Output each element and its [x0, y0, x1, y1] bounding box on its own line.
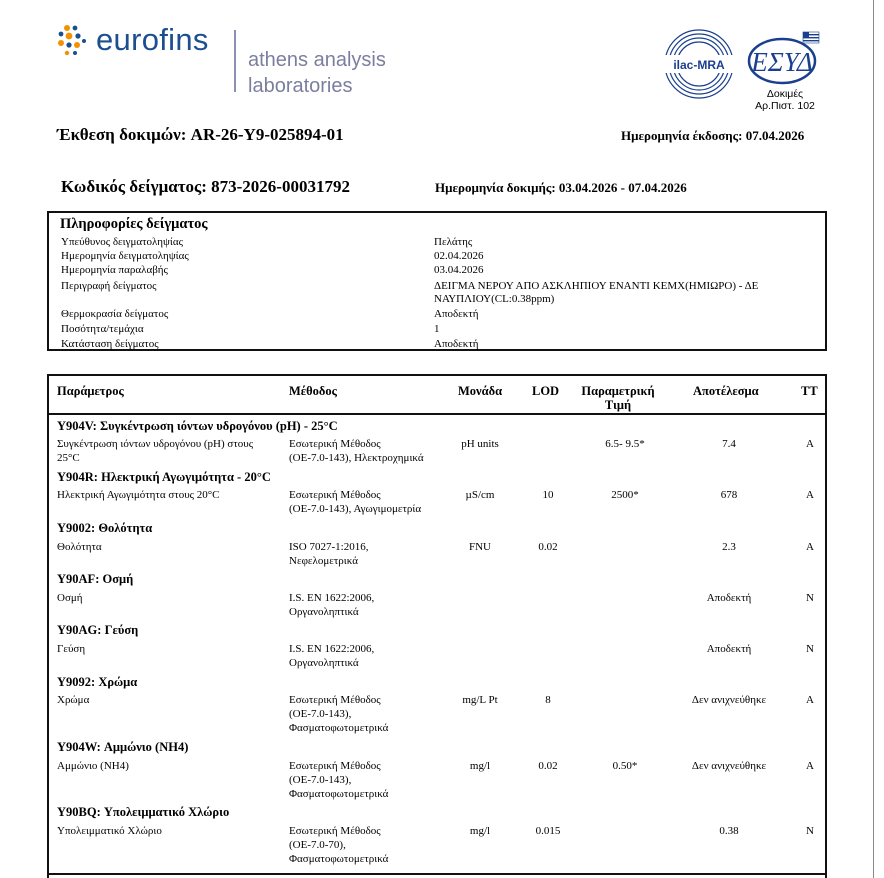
section-title-taste: Y90AG: Γεύση: [57, 623, 139, 637]
company-logo-text: eurofins: [96, 22, 209, 57]
section-title-turbidity: Y9002: Θολότητα: [57, 521, 153, 535]
row-unit-ph: pH units: [461, 438, 499, 450]
row-name-line: Υπολειμματικό Χλώριο: [57, 825, 162, 837]
row-method-conductivity: [289, 488, 449, 516]
info-value-sampling-date: 02.04.2026: [434, 250, 484, 262]
row-unit-conductivity: µS/cm: [465, 489, 495, 501]
sample-info-title: Πληροφορίες δείγματος: [60, 216, 208, 232]
report-number: Έκθεση δοκιμών: AR-26-Y9-025894-01: [57, 125, 344, 144]
row-lod-conductivity: 10: [542, 489, 554, 501]
col-header-method: Μέθοδος: [289, 384, 337, 398]
info-value-description-cont: ΝΑΥΠΛΙΟΥ(CL:0.38ppm): [434, 293, 555, 305]
row-name-line: Ηλεκτρική Αγωγιμότητα στους 20°C: [57, 489, 220, 501]
row-result-odor: Αποδεκτή: [706, 592, 752, 604]
row-unit-color: mg/L Pt: [462, 694, 498, 706]
row-method-line: Εσωτερική Μέθοδος: [289, 438, 381, 450]
row-tt-chlorine: N: [806, 825, 814, 837]
row-tt-ammonium: A: [806, 760, 814, 772]
row-name-line: Χρώμα: [57, 694, 90, 706]
info-value-sampler: Πελάτης: [434, 236, 473, 248]
row-name-line: Θολότητα: [57, 541, 102, 553]
row-method-odor: [289, 591, 449, 619]
col-header-parametric-value-line1: Παραμετρική: [581, 384, 655, 398]
row-name-color: [57, 693, 282, 707]
row-result-taste: Αποδεκτή: [706, 643, 752, 655]
section-title-chlorine: Y90BQ: Υπολειμματικό Χλώριο: [57, 805, 230, 819]
row-result-color: Δεν ανιχνεύθηκε: [691, 694, 767, 706]
row-method-line: Εσωτερική Μέθοδος: [289, 694, 381, 706]
row-tt-conductivity: A: [806, 489, 814, 501]
esyd-seal-icon: [746, 30, 822, 85]
section-title-ammonium: Y904W: Αμμώνιο (NH4): [57, 740, 189, 754]
row-lod-chlorine: 0.015: [535, 825, 561, 837]
section-title-color: Y9092: Χρώμα: [57, 675, 138, 689]
col-header-unit: Μονάδα: [458, 384, 503, 398]
row-method-line: Εσωτερική Μέθοδος: [289, 760, 381, 772]
info-value-receipt-date: 03.04.2026: [434, 264, 484, 276]
row-name-line: Γεύση: [57, 643, 86, 655]
ilac-mra-seal-icon: [659, 28, 739, 100]
row-method-ph: [289, 437, 449, 465]
row-method-line: I.S. EN 1622:2006,: [289, 592, 375, 604]
row-tt-taste: N: [806, 643, 814, 655]
test-date: Ημερομηνία δοκιμής: 03.04.2026 - 07.04.2026: [435, 180, 687, 195]
accreditation-number: Αρ.Πιστ. 102: [755, 100, 815, 112]
info-label-quantity: Ποσότητα/τεμάχια: [61, 323, 144, 335]
row-method-line: Εσωτερική Μέθοδος: [289, 489, 381, 501]
sample-code: Κωδικός δείγματος: 873-2026-00031792: [61, 177, 350, 196]
row-method-turbidity: [289, 540, 449, 568]
row-name-chlorine: [57, 824, 282, 838]
row-tt-color: A: [806, 694, 814, 706]
row-unit-turbidity: FNU: [468, 541, 491, 553]
row-method-line: (ΟΕ-7.0-143),: [289, 708, 352, 720]
lab-name: [248, 47, 386, 99]
row-lod-ammonium: 0.02: [538, 760, 558, 772]
results-bottom-edge: [47, 873, 827, 875]
row-lod-turbidity: 0.02: [538, 541, 558, 553]
row-name-line: Συγκέντρωση ιόντων υδρογόνου (pH) στους: [57, 438, 254, 450]
col-header-parameter: Παράμετρος: [57, 384, 124, 398]
row-method-taste: [289, 642, 449, 670]
row-name-line: 25°C: [57, 452, 80, 464]
row-parametric-conductivity: 2500*: [611, 489, 639, 501]
info-label-condition: Κατάσταση δείγματος: [61, 338, 159, 350]
row-method-line: (ΟΕ-7.0-143), Αγωγιμομετρία: [289, 503, 422, 515]
section-title-ph: Y904V: Συγκέντρωση ιόντων υδρογόνου (pH) - 25°C: [57, 419, 338, 433]
col-header-parametric-value: [574, 384, 662, 412]
svg-text:ilac-MRA: ilac-MRA: [673, 58, 725, 72]
row-parametric-ammonium: 0.50*: [612, 760, 638, 772]
row-method-color: [289, 693, 449, 735]
row-name-conductivity: [57, 488, 282, 502]
row-method-line: ISO 7027-1:2016,: [289, 541, 369, 553]
section-title-conductivity: Y904R: Ηλεκτρική Αγωγιμότητα - 20°C: [57, 470, 271, 484]
row-method-line: Φασματοφωτομετρικά: [289, 722, 389, 734]
accreditation-note: [744, 88, 826, 112]
info-value-quantity: 1: [434, 323, 440, 335]
row-method-chlorine: [289, 824, 449, 866]
row-unit-ammonium: mg/l: [469, 760, 491, 772]
page-edge-shadow: [873, 0, 874, 878]
row-method-line: Φασματοφωτομετρικά: [289, 853, 389, 865]
row-method-line: Οργανοληπτικά: [289, 657, 359, 669]
row-result-ph: 7.4: [722, 438, 736, 450]
info-label-sampler: Υπεύθυνος δειγματοληψίας: [61, 236, 184, 248]
col-header-result: Αποτέλεσμα: [693, 384, 759, 398]
section-title-odor: Y90AF: Οσμή: [57, 572, 134, 586]
row-tt-turbidity: A: [806, 541, 814, 553]
row-result-turbidity: 2.3: [722, 541, 736, 553]
row-method-line: Φασματοφωτομετρικά: [289, 788, 389, 800]
row-tt-odor: N: [806, 592, 814, 604]
row-name-line: Οσμή: [57, 592, 83, 604]
row-method-line: Οργανοληπτικά: [289, 606, 359, 618]
col-header-lod: LOD: [532, 384, 560, 398]
row-name-turbidity: [57, 540, 282, 554]
row-name-ammonium: [57, 759, 282, 773]
row-method-line: I.S. EN 1622:2006,: [289, 643, 375, 655]
row-lod-color: 8: [545, 694, 551, 706]
lab-name-line2: laboratories: [248, 75, 353, 97]
lab-name-line1: athens analysis: [248, 49, 386, 71]
col-header-parametric-value-line2: Τιμή: [604, 398, 632, 412]
info-value-condition: Αποδεκτή: [434, 338, 479, 350]
info-value-description: ΔΕΙΓΜΑ ΝΕΡΟΥ ΑΠΟ ΑΣΚΛΗΠΙΟΥ ΕΝΑΝΤΙ ΚΕΜΧ(ΗΜΙΩΡΟ) - ΔΕ: [434, 280, 759, 292]
row-method-line: (ΟΕ-7.0-143),: [289, 774, 352, 786]
accreditation-type: Δοκιμές: [766, 88, 804, 100]
logo-divider: [234, 30, 236, 92]
eurofins-logo-icon: [57, 24, 91, 58]
issue-date: Ημερομηνία έκδοσης: 07.04.2026: [621, 128, 805, 143]
info-label-temperature: Θερμοκρασία δείγματος: [61, 308, 169, 320]
row-method-line: Εσωτερική Μέθοδος: [289, 825, 381, 837]
row-unit-chlorine: mg/l: [469, 825, 491, 837]
row-tt-ph: A: [806, 438, 814, 450]
row-result-chlorine: 0.38: [719, 825, 739, 837]
row-name-taste: [57, 642, 282, 656]
row-name-odor: [57, 591, 282, 605]
row-name-line: Αμμώνιο (NH4): [57, 760, 129, 772]
row-method-line: (ΟΕ-7.0-70),: [289, 839, 346, 851]
row-result-conductivity: 678: [720, 489, 738, 501]
col-header-tt: TT: [801, 384, 818, 398]
row-method-line: Νεφελομετρικά: [289, 555, 358, 567]
row-result-ammonium: Δεν ανιχνεύθηκε: [691, 760, 767, 772]
row-name-ph: [57, 437, 282, 465]
row-parametric-ph: 6.5- 9.5*: [605, 438, 645, 450]
info-label-description: Περιγραφή δείγματος: [61, 280, 157, 292]
row-method-line: (ΟΕ-7.0-143), Ηλεκτροχημικά: [289, 452, 424, 464]
info-label-sampling-date: Ημερομηνία δειγματοληψίας: [61, 250, 189, 262]
svg-text:ΕΣΥΔ: ΕΣΥΔ: [751, 47, 813, 77]
info-value-temperature: Αποδεκτή: [434, 308, 479, 320]
info-label-receipt-date: Ημερομηνία παραλαβής: [61, 264, 168, 276]
results-header-divider: [47, 413, 827, 415]
row-method-ammonium: [289, 759, 449, 801]
